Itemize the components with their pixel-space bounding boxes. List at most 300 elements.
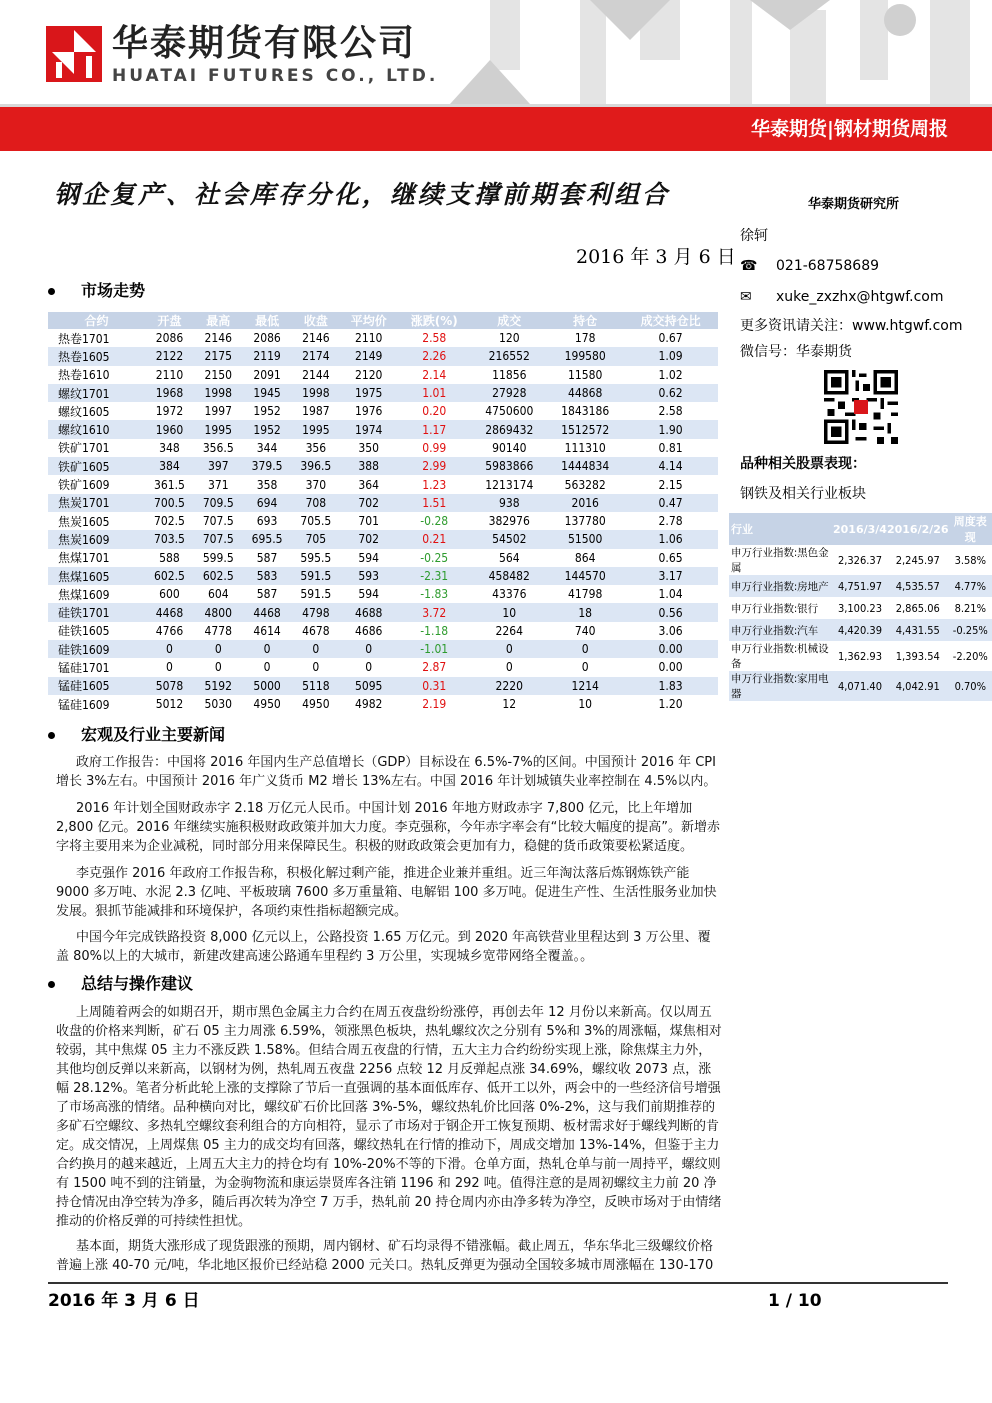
table-cell: 2144 — [302, 367, 330, 382]
table-cell: 587 — [256, 550, 278, 565]
table-cell: 3,100.23 — [837, 601, 882, 615]
table-cell: 54502 — [471, 530, 547, 548]
industry-name-cell: 申万行业指数:家用电器 — [729, 671, 833, 701]
col-header: 持仓 — [547, 312, 623, 329]
table-row — [729, 575, 992, 597]
table-cell: 3.17 — [623, 567, 718, 585]
table-cell: 702 — [340, 494, 397, 512]
table-cell: 938 — [471, 494, 547, 512]
table-cell: 864 — [574, 550, 596, 565]
table-cell: 1974 — [340, 420, 397, 438]
table-cell: 0.31 — [397, 677, 471, 695]
table-cell: 0.81 — [658, 440, 683, 455]
table-cell: 593 — [340, 567, 397, 585]
table-cell: 1.83 — [623, 677, 718, 695]
table-cell: 0 — [505, 660, 513, 675]
table-cell: 1998 — [194, 384, 243, 402]
table-cell: 588 — [159, 550, 180, 565]
table-row — [48, 677, 718, 695]
table-cell: 600 — [159, 587, 180, 602]
table-cell: 0.20 — [422, 404, 447, 419]
table-cell: 1213174 — [485, 477, 534, 492]
contract-name-cell: 热卷1610 — [58, 368, 110, 383]
table-cell: 1952 — [243, 420, 292, 438]
table-cell: 5030 — [204, 697, 232, 712]
table-row — [48, 384, 718, 402]
table-cell: 384 — [145, 457, 194, 475]
table-cell: 564 — [498, 550, 520, 565]
table-cell: 604 — [207, 587, 229, 602]
table-cell: 4950 — [302, 697, 330, 712]
mail-icon: ✉ — [740, 289, 752, 305]
table-cell: 2091 — [253, 367, 281, 382]
contract-name-cell: 锰硅1609 — [58, 697, 110, 712]
footer-divider — [48, 1282, 948, 1284]
table-cell: 0 — [471, 640, 547, 658]
table-cell: 178 — [574, 331, 596, 346]
table-cell: 5095 — [340, 677, 397, 695]
analyst-name: 徐轲 — [740, 228, 768, 244]
header-decor-pattern — [430, 0, 992, 104]
table-cell: 0.00 — [623, 640, 718, 658]
market-table-body — [48, 329, 718, 713]
table-cell: 2.58 — [658, 404, 683, 419]
industry-name-cell: 申万行业指数:银行 — [731, 602, 819, 615]
table-cell: 358 — [256, 477, 278, 492]
table-cell: 1.17 — [397, 420, 471, 438]
table-cell: 361.5 — [154, 477, 185, 492]
table-row — [48, 457, 718, 475]
phone-icon: ☎ — [740, 258, 758, 274]
table-cell: 1.02 — [658, 367, 683, 382]
table-row — [48, 366, 718, 384]
contract-name-cell: 螺纹1610 — [48, 420, 145, 438]
table-cell: 0 — [312, 660, 320, 675]
news-paragraph: 李克强作 2016 年政府工作报告称，积极化解过剩产能，推进企业兼并重组。近三年淘汰落后炼钢炼铁产能 9000 多万吨、水泥 2.3 亿吨、平板玻璃 7600 多万重量箱、电解铝 100 多万吨。促进生产性、生活性服务业加快发展。狠抓节能减排和环境保护，各项约束性指标超额完成。 — [56, 866, 717, 919]
table-cell: -1.18 — [420, 623, 449, 638]
table-cell: 705 — [291, 530, 340, 548]
table-cell: 27928 — [471, 384, 547, 402]
table-row — [48, 439, 718, 457]
table-cell: 563282 — [564, 477, 606, 492]
table-cell: 4678 — [302, 623, 330, 638]
table-cell: 2174 — [291, 347, 340, 365]
table-cell: 0.67 — [658, 331, 683, 346]
table-cell: 144570 — [547, 567, 623, 585]
table-cell: 0 — [214, 660, 222, 675]
col-header: 开盘 — [145, 312, 194, 329]
table-cell: 695.5 — [243, 530, 292, 548]
table-cell: 1.20 — [658, 697, 683, 712]
company-logo-icon — [46, 26, 102, 82]
table-row — [48, 475, 718, 493]
contract-name-cell: 焦炭1609 — [48, 530, 145, 548]
table-cell: 51500 — [547, 530, 623, 548]
table-cell: 1995 — [291, 420, 340, 438]
contract-name-cell: 铁矿1701 — [58, 441, 110, 456]
table-cell: 2,865.06 — [895, 601, 940, 615]
table-cell: 356.5 — [202, 440, 234, 455]
table-cell: 0 — [547, 640, 623, 658]
table-cell: 602.5 — [145, 567, 194, 585]
table-cell: 701 — [358, 514, 379, 529]
table-cell: 2119 — [243, 347, 292, 365]
table-cell: 1945 — [243, 384, 292, 402]
table-cell: 5118 — [291, 677, 340, 695]
table-cell: 2869432 — [471, 420, 547, 438]
table-cell: 111310 — [564, 440, 606, 455]
table-cell: 2.26 — [397, 347, 471, 365]
col-header: 2016/3/4 — [833, 513, 887, 545]
table-cell: -0.25 — [420, 550, 449, 565]
table-cell: -2.20% — [952, 649, 988, 663]
table-cell: 740 — [574, 623, 596, 638]
col-header: 合约 — [48, 312, 145, 329]
table-cell: 0 — [145, 640, 194, 658]
section-title: 宏观及行业主要新闻 — [81, 725, 226, 744]
industry-name-cell: 申万行业指数:房地产 — [729, 575, 833, 597]
news-paragraph: 2016 年计划全国财政赤字 2.18 万亿元人民币。中国计划 2016 年地方财政赤字 7,800 亿元，比上年增加 2,800 亿元。2016 年继续实施积极财政政策并加大力度。李克强称，今年赤字率会有“比较大幅度的提高”。新增赤字将主要用来为企业减税，同时部分用来保障民生。积极的财政政策会更加有力，稳健的货币政策要松紧适度。 — [56, 801, 721, 854]
stock-performance-title: 品种相关股票表现： — [740, 456, 866, 472]
table-cell: 3.72 — [397, 603, 471, 621]
table-cell: 2.14 — [422, 367, 447, 382]
table-cell: 2110 — [354, 331, 383, 346]
contract-name-cell: 螺纹1701 — [48, 384, 145, 402]
table-cell: 216552 — [471, 347, 547, 365]
table-cell: 1,393.54 — [895, 649, 940, 663]
contract-name-cell: 焦炭1605 — [58, 514, 110, 529]
col-header: 涨跌(%) — [397, 312, 471, 329]
table-cell: 4614 — [253, 623, 281, 638]
table-cell: 2110 — [155, 367, 184, 382]
table-cell: 693 — [256, 514, 278, 529]
table-cell: 4766 — [155, 623, 184, 638]
contract-name-cell: 焦煤1605 — [48, 567, 145, 585]
analyst-phone: 021-68758689 — [776, 258, 880, 274]
bullet-icon — [48, 288, 55, 295]
contract-name-cell: 硅铁1701 — [48, 603, 145, 621]
table-cell: 11856 — [492, 367, 527, 382]
table-cell: 1.51 — [397, 494, 471, 512]
col-header: 收盘 — [291, 312, 340, 329]
table-row — [48, 549, 718, 567]
table-cell: 5012 — [155, 697, 184, 712]
table-cell: 0.56 — [623, 603, 718, 621]
section-title: 总结与操作建议 — [81, 974, 194, 993]
table-cell: 1.09 — [623, 347, 718, 365]
table-cell: 2220 — [471, 677, 547, 695]
table-cell: 18 — [547, 603, 623, 621]
table-cell: 364 — [358, 477, 379, 492]
market-table — [48, 312, 718, 713]
contract-name-cell: 锰硅1701 — [58, 660, 110, 675]
table-cell: 1.23 — [422, 477, 447, 492]
table-cell: 2.99 — [397, 457, 471, 475]
table-cell: 4982 — [354, 697, 383, 712]
table-row — [48, 402, 718, 420]
table-cell: 10 — [471, 603, 547, 621]
table-cell: 707.5 — [194, 530, 243, 548]
table-row — [48, 640, 718, 658]
table-cell: 5983866 — [471, 457, 547, 475]
table-cell: 90140 — [492, 440, 527, 455]
table-cell: 0.00 — [658, 660, 683, 675]
table-cell: 344 — [256, 440, 278, 455]
contract-name-cell: 硅铁1605 — [58, 624, 110, 639]
table-cell: 595.5 — [300, 550, 332, 565]
table-row — [48, 603, 718, 621]
company-name-cn: 华泰期货有限公司 — [112, 23, 417, 64]
table-cell: 700.5 — [145, 494, 194, 512]
table-row — [729, 545, 992, 575]
table-row — [48, 494, 718, 512]
col-header: 成交 — [471, 312, 547, 329]
table-cell: 599.5 — [202, 550, 234, 565]
table-cell: 3.06 — [658, 623, 683, 638]
table-cell: 0.21 — [397, 530, 471, 548]
table-cell: 4778 — [204, 623, 232, 638]
table-row — [729, 619, 992, 641]
news-paragraph: 中国今年完成铁路投资 8,000 亿元以上，公路投资 1.65 万亿元。到 2020 年高铁营业里程达到 3 万公里、覆盖 80%以上的大城市，新建改建高速公路通车里程约 3 万公里，实现城乡宽带网络全覆盖。。 — [56, 930, 711, 964]
table-cell: 12 — [502, 697, 517, 712]
table-cell: 583 — [243, 567, 292, 585]
page-header — [0, 0, 992, 152]
table-cell: 1998 — [291, 384, 340, 402]
table-cell: 2150 — [204, 367, 232, 382]
table-cell: 2175 — [194, 347, 243, 365]
table-cell: 43376 — [492, 587, 527, 602]
contract-name-cell: 热卷1701 — [58, 331, 110, 346]
table-cell: 702 — [340, 530, 397, 548]
table-cell: 2264 — [495, 623, 524, 638]
section-title: 市场走势 — [81, 281, 146, 300]
contract-name-cell: 铁矿1609 — [58, 478, 110, 493]
table-row — [48, 695, 718, 713]
table-cell: -1.83 — [420, 587, 449, 602]
table-cell: 4688 — [340, 603, 397, 621]
table-cell: 1987 — [302, 404, 330, 419]
report-title: 钢企复产、社会库存分化，继续支撑前期套利组合 — [54, 180, 671, 209]
table-row — [48, 585, 718, 603]
research-institute: 华泰期货研究所 — [808, 197, 900, 212]
col-header: 平均价 — [340, 312, 397, 329]
table-row — [48, 530, 718, 548]
table-cell: 2086 — [253, 331, 281, 346]
table-cell: 1968 — [145, 384, 194, 402]
table-cell: 591.5 — [300, 587, 332, 602]
table-cell: 5078 — [145, 677, 194, 695]
table-cell: 0 — [243, 640, 292, 658]
table-cell: 0 — [365, 660, 373, 675]
table-cell: 1952 — [253, 404, 281, 419]
col-header: 行业 — [729, 513, 833, 545]
table-cell: 379.5 — [243, 457, 292, 475]
table-cell: 458482 — [471, 567, 547, 585]
table-cell: 587 — [256, 587, 278, 602]
analyst-email-row — [740, 287, 943, 307]
table-cell: 0 — [263, 660, 271, 675]
table-cell: 0.65 — [658, 550, 683, 565]
section-heading-market — [48, 280, 145, 302]
table-cell: 199580 — [547, 347, 623, 365]
table-cell: 707.5 — [202, 514, 234, 529]
table-cell: 2.15 — [658, 477, 683, 492]
table-cell: 4750600 — [485, 404, 534, 419]
market-table-header — [48, 312, 718, 329]
table-row — [48, 622, 718, 640]
table-cell: 702.5 — [154, 514, 185, 529]
table-cell: 1.90 — [623, 420, 718, 438]
table-cell: 0.47 — [623, 494, 718, 512]
table-cell: 703.5 — [145, 530, 194, 548]
contract-name-cell: 焦炭1701 — [48, 494, 145, 512]
table-cell: 2016 — [547, 494, 623, 512]
qr-code-icon — [824, 370, 898, 444]
table-cell: 708 — [291, 494, 340, 512]
table-cell: 4,535.57 — [887, 575, 949, 597]
table-cell: 694 — [243, 494, 292, 512]
table-cell: 397 — [194, 457, 243, 475]
news-paragraph: 政府工作报告：中国将 2016 年国内生产总值增长（GDP）目标设在 6.5%-7%的区间。中国预计 2016 年 CPI 增长 3%左右。中国预计 2016 年广义货币 M2 增长 13%左右。中国 2016 年计划城镇失业率控制在 4.5%以内。 — [56, 755, 717, 789]
table-cell: 0.70% — [949, 671, 992, 701]
table-cell: 4468 — [145, 603, 194, 621]
contract-name-cell: 热卷1605 — [48, 347, 145, 365]
table-cell: 1.01 — [397, 384, 471, 402]
table-row — [729, 597, 992, 619]
table-cell: 4800 — [194, 603, 243, 621]
table-cell: 4,071.40 — [833, 671, 887, 701]
table-cell: 0.62 — [623, 384, 718, 402]
table-cell: 4468 — [243, 603, 292, 621]
table-cell: 3.58% — [954, 553, 986, 567]
table-cell: 4950 — [253, 697, 281, 712]
page-number: 1 / 10 — [768, 1291, 822, 1311]
table-cell: 2120 — [354, 367, 383, 382]
table-cell: 1995 — [194, 420, 243, 438]
table-cell: 4.14 — [623, 457, 718, 475]
table-cell: 591.5 — [291, 567, 340, 585]
table-cell: 2.19 — [422, 697, 447, 712]
table-cell: 1.06 — [623, 530, 718, 548]
industry-name-cell: 申万行业指数:黑色金属 — [731, 547, 829, 574]
industry-table-body — [729, 545, 992, 701]
wechat-id: 微信号：华泰期货 — [740, 344, 852, 360]
col-header: 成交持仓比 — [623, 312, 718, 329]
table-cell: 388 — [340, 457, 397, 475]
contract-name-cell: 铁矿1605 — [48, 457, 145, 475]
table-cell: 1997 — [204, 404, 232, 419]
section-heading-summary — [48, 973, 193, 995]
bullet-icon — [48, 732, 55, 739]
footer-date: 2016 年 3 月 6 日 — [48, 1291, 200, 1311]
table-cell: 0 — [291, 640, 340, 658]
table-row — [48, 347, 718, 365]
table-cell: 370 — [305, 477, 327, 492]
table-cell: -1.01 — [397, 640, 471, 658]
table-cell: 0.99 — [422, 440, 447, 455]
table-row — [48, 329, 718, 347]
industry-table-header — [729, 513, 992, 545]
table-cell: 8.21% — [954, 601, 986, 615]
table-row — [48, 658, 718, 676]
analyst-phone-row — [740, 256, 879, 276]
table-cell: 2.78 — [658, 514, 683, 529]
table-cell: 2146 — [204, 331, 232, 346]
analyst-email[interactable]: xuke_zxzhx@htgwf.com — [776, 289, 944, 305]
table-cell: 1960 — [145, 420, 194, 438]
table-cell: 1972 — [155, 404, 184, 419]
table-cell: 348 — [159, 440, 180, 455]
table-cell: 396.5 — [291, 457, 340, 475]
bullet-icon — [48, 981, 55, 988]
table-cell: 0 — [340, 640, 397, 658]
table-cell: 2,245.97 — [895, 553, 940, 567]
table-cell: 11580 — [568, 367, 603, 382]
table-cell: 4,431.55 — [887, 619, 949, 641]
table-cell: 2086 — [155, 331, 184, 346]
contract-name-cell: 焦煤1701 — [58, 551, 110, 566]
contract-name-cell: 硅铁1609 — [48, 640, 145, 658]
table-cell: 2,326.37 — [837, 553, 882, 567]
table-cell: 4686 — [354, 623, 383, 638]
table-row — [48, 420, 718, 438]
table-cell: 1444834 — [547, 457, 623, 475]
table-cell: -2.31 — [397, 567, 471, 585]
table-cell: 0 — [166, 660, 173, 675]
table-cell: 709.5 — [194, 494, 243, 512]
table-cell: 1214 — [547, 677, 623, 695]
contract-name-cell: 焦煤1609 — [58, 587, 110, 602]
table-cell: 0 — [194, 640, 243, 658]
table-cell: 2.87 — [422, 660, 447, 675]
table-cell: -0.25% — [949, 619, 992, 641]
table-cell: 4,420.39 — [833, 619, 887, 641]
table-cell: 2149 — [340, 347, 397, 365]
table-cell: 2146 — [302, 331, 330, 346]
table-row — [48, 512, 718, 530]
industry-index-table — [729, 513, 992, 701]
table-cell: 382976 — [488, 514, 530, 529]
table-cell: 120 — [498, 331, 520, 346]
table-cell: 41798 — [568, 587, 603, 602]
report-date: 2016 年 3 月 6 日 — [576, 246, 736, 268]
table-cell: 2122 — [145, 347, 194, 365]
contract-name-cell: 螺纹1605 — [58, 404, 110, 419]
table-cell: 4,042.91 — [887, 671, 949, 701]
more-info-link[interactable]: 更多资讯请关注：www.htgwf.com — [740, 318, 963, 334]
contract-name-cell: 锰硅1605 — [48, 677, 145, 695]
table-cell: 137780 — [564, 514, 606, 529]
table-cell: 5192 — [194, 677, 243, 695]
summary-paragraph: 上周随着两会的如期召开，期市黑色金属主力合约在周五夜盘纷纷涨停，再创去年 12 月份以来新高。仅以周五收盘的价格来判断，矿石 05 主力周涨 6.59%，领涨黑色板块，热轧螺纹次之分别有 5%和 3%的周涨幅，煤焦相对较弱，其中焦煤 05 主力不涨反跌 1.58%。但结合周五夜盘的行情，五大主力合约纷纷实现上涨，除焦煤主力外，其他均创反弹以来新高，以钢材为例，热轧周五夜盘 2256 点较 12 月反弹起点涨 34.69%，螺纹收 2073 点，涨幅 28.12%。笔者分析此轮上涨的支撑除了节后一直强调的基本面低库存、低开工以外，两会中的一些经济信号增强了市场高涨的情绪。品种横向对比，螺纹矿石价比回落 3%-5%，螺纹热轧价比回落 0%-2%，这与我们前期推荐的多矿石空螺纹、多热轧空螺纹套利组合的方向相符，显示了市场对于钢企开工恢复预期、板材需求好于螺线判断的肯定。成交情况，上周煤焦 05 主力的成交均有回落，螺纹热轧在行情的推动下，周成交增加 13%-14%，但鉴于主力合约换月的越来越近，上周五大主力的持仓均有 10%-20%不等的下滑。仓单方面，热轧仓单与前一周持平，螺纹则有 1500 吨不到的注销量，为金驹物流和康运崇贤库各注销 1196 和 292 吨。值得注意的是周初螺纹主力前 20 净持仓情况由净空转为净多，随后再次转为净空 7 万手，热轧前 20 持仓周内亦由净多转为净空，反映市场对于由情绪推动的价格反弹的可持续性担忧。 — [56, 1005, 722, 1229]
section-heading-news — [48, 724, 225, 746]
table-row — [729, 671, 992, 701]
col-header: 最低 — [243, 312, 292, 329]
col-header: 最高 — [194, 312, 243, 329]
table-cell: 4.77% — [949, 575, 992, 597]
summary-paragraph: 基本面，期货大涨形成了现货跟涨的预期，周内钢材、矿石均录得不错涨幅。截止周五，华东华北三级螺纹价格普遍上涨 40-70 元/吨，华北地区报价已经站稳 2000 元关口。热轧反弹更为强动全国较多城市周涨幅在 130-170 — [56, 1239, 714, 1273]
table-cell: 0 — [581, 660, 589, 675]
stock-performance-subtitle: 钢铁及相关行业板块 — [740, 486, 866, 502]
table-cell: 44868 — [547, 384, 623, 402]
table-cell: 1975 — [340, 384, 397, 402]
industry-name-cell: 申万行业指数:机械设备 — [731, 643, 829, 670]
table-cell: 1976 — [354, 404, 383, 419]
col-header: 周度表现 — [949, 513, 992, 545]
report-series-label: 华泰期货|钢材期货周报 — [751, 118, 948, 140]
company-name-en: HUATAI FUTURES CO., LTD. — [112, 66, 439, 86]
table-cell: 4,751.97 — [833, 575, 887, 597]
